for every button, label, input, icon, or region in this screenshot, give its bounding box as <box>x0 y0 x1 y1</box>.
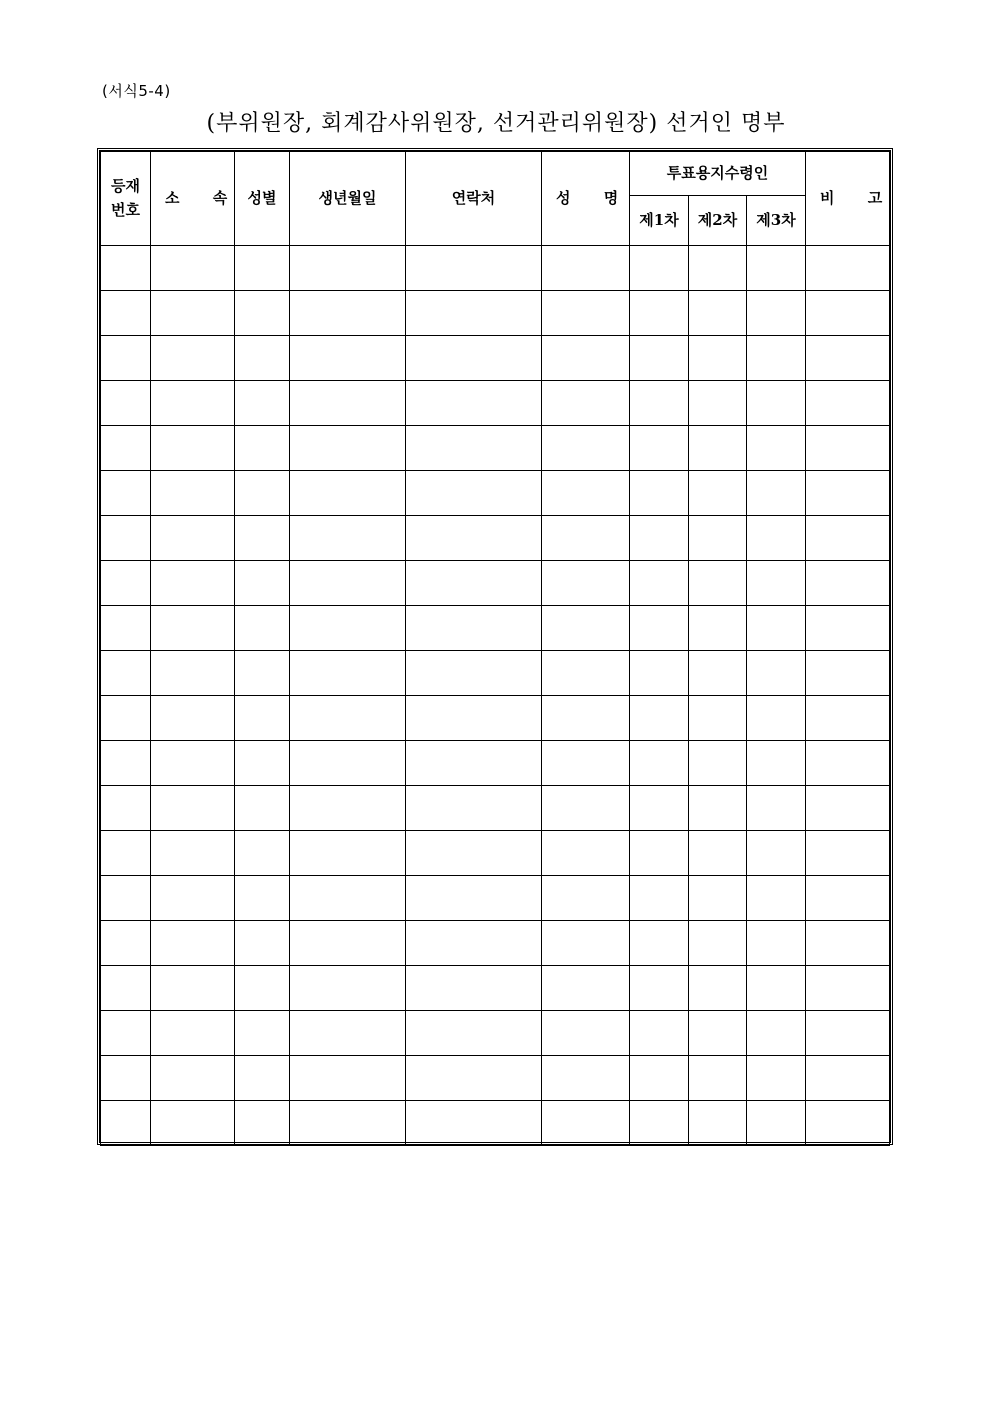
cell-contact[interactable] <box>406 606 542 651</box>
header-name-label: 성 명 <box>556 188 633 207</box>
cell-name[interactable] <box>542 471 630 516</box>
cell-contact[interactable] <box>406 876 542 921</box>
cell-contact[interactable] <box>406 381 542 426</box>
cell-round-1[interactable] <box>630 696 689 741</box>
table-row <box>101 561 890 606</box>
cell-affiliation[interactable] <box>151 606 235 651</box>
cell-gender[interactable] <box>235 606 290 651</box>
cell-reg-no[interactable] <box>101 1011 151 1056</box>
header-ballot-receiver: 투표용지수령인 <box>630 152 806 196</box>
cell-remarks[interactable] <box>806 1011 890 1056</box>
cell-birthdate[interactable] <box>290 381 406 426</box>
cell-name[interactable] <box>542 336 630 381</box>
table-row <box>101 471 890 516</box>
table-row <box>101 786 890 831</box>
cell-remarks[interactable] <box>806 876 890 921</box>
cell-reg-no[interactable] <box>101 741 151 786</box>
cell-round-2[interactable] <box>689 336 747 381</box>
cell-round-2[interactable] <box>689 606 747 651</box>
cell-affiliation[interactable] <box>151 786 235 831</box>
cell-affiliation[interactable] <box>151 336 235 381</box>
cell-contact[interactable] <box>406 426 542 471</box>
cell-birthdate[interactable] <box>290 696 406 741</box>
cell-reg-no[interactable] <box>101 1101 151 1146</box>
cell-birthdate[interactable] <box>290 291 406 336</box>
cell-birthdate[interactable] <box>290 1011 406 1056</box>
cell-round-1[interactable] <box>630 921 689 966</box>
cell-round-1[interactable] <box>630 831 689 876</box>
cell-affiliation[interactable] <box>151 1011 235 1056</box>
cell-contact[interactable] <box>406 471 542 516</box>
cell-round-1[interactable] <box>630 606 689 651</box>
cell-round-1[interactable] <box>630 651 689 696</box>
cell-name[interactable] <box>542 1056 630 1101</box>
cell-remarks[interactable] <box>806 246 890 291</box>
cell-round-1[interactable] <box>630 1101 689 1146</box>
cell-round-3[interactable] <box>747 246 806 291</box>
cell-round-2[interactable] <box>689 876 747 921</box>
cell-affiliation[interactable] <box>151 426 235 471</box>
cell-reg-no[interactable] <box>101 336 151 381</box>
cell-contact[interactable] <box>406 1056 542 1101</box>
cell-round-3[interactable] <box>747 471 806 516</box>
cell-round-1[interactable] <box>630 471 689 516</box>
header-round-3: 제3차 <box>747 196 806 246</box>
cell-birthdate[interactable] <box>290 831 406 876</box>
table-row <box>101 606 890 651</box>
cell-birthdate[interactable] <box>290 741 406 786</box>
cell-round-3[interactable] <box>747 786 806 831</box>
table-row <box>101 1011 890 1056</box>
table-row <box>101 336 890 381</box>
table-row <box>101 831 890 876</box>
cell-remarks[interactable] <box>806 831 890 876</box>
cell-affiliation[interactable] <box>151 741 235 786</box>
cell-birthdate[interactable] <box>290 471 406 516</box>
cell-name[interactable] <box>542 741 630 786</box>
cell-remarks[interactable] <box>806 291 890 336</box>
cell-birthdate[interactable] <box>290 921 406 966</box>
cell-reg-no[interactable] <box>101 876 151 921</box>
cell-round-2[interactable] <box>689 966 747 1011</box>
cell-round-2[interactable] <box>689 1011 747 1056</box>
cell-contact[interactable] <box>406 831 542 876</box>
cell-reg-no[interactable] <box>101 921 151 966</box>
cell-affiliation[interactable] <box>151 831 235 876</box>
header-gender: 성별 <box>235 152 290 246</box>
cell-round-3[interactable] <box>747 606 806 651</box>
header-remarks-label: 비 고 <box>820 188 897 207</box>
cell-remarks[interactable] <box>806 516 890 561</box>
cell-round-1[interactable] <box>630 381 689 426</box>
cell-gender[interactable] <box>235 741 290 786</box>
cell-round-2[interactable] <box>689 696 747 741</box>
cell-round-2[interactable] <box>689 1101 747 1146</box>
table-row <box>101 516 890 561</box>
cell-affiliation[interactable] <box>151 381 235 426</box>
header-round-1: 제1차 <box>630 196 689 246</box>
cell-remarks[interactable] <box>806 1056 890 1101</box>
cell-remarks[interactable] <box>806 561 890 606</box>
cell-round-3[interactable] <box>747 1101 806 1146</box>
cell-reg-no[interactable] <box>101 516 151 561</box>
cell-remarks[interactable] <box>806 336 890 381</box>
table-row <box>101 696 890 741</box>
cell-round-3[interactable] <box>747 696 806 741</box>
header-affiliation-label: 소 속 <box>165 188 242 207</box>
cell-remarks[interactable] <box>806 696 890 741</box>
document-title <box>0 106 992 137</box>
cell-round-2[interactable] <box>689 381 747 426</box>
cell-round-1[interactable] <box>630 426 689 471</box>
cell-round-1[interactable] <box>630 1011 689 1056</box>
cell-name[interactable] <box>542 291 630 336</box>
cell-gender[interactable] <box>235 291 290 336</box>
cell-round-2[interactable] <box>689 561 747 606</box>
cell-remarks[interactable] <box>806 381 890 426</box>
cell-reg-no[interactable] <box>101 426 151 471</box>
cell-affiliation[interactable] <box>151 876 235 921</box>
cell-name[interactable] <box>542 1011 630 1056</box>
header-row-1 <box>101 152 890 196</box>
cell-name[interactable] <box>542 606 630 651</box>
cell-remarks[interactable] <box>806 426 890 471</box>
cell-reg-no[interactable] <box>101 696 151 741</box>
table-row <box>101 741 890 786</box>
cell-birthdate[interactable] <box>290 786 406 831</box>
cell-birthdate[interactable] <box>290 606 406 651</box>
cell-round-3[interactable] <box>747 876 806 921</box>
cell-reg-no[interactable] <box>101 471 151 516</box>
cell-contact[interactable] <box>406 786 542 831</box>
cell-round-2[interactable] <box>689 426 747 471</box>
cell-contact[interactable] <box>406 966 542 1011</box>
cell-round-1[interactable] <box>630 246 689 291</box>
cell-round-1[interactable] <box>630 966 689 1011</box>
cell-gender[interactable] <box>235 651 290 696</box>
cell-gender[interactable] <box>235 336 290 381</box>
cell-round-3[interactable] <box>747 381 806 426</box>
cell-contact[interactable] <box>406 561 542 606</box>
cell-name[interactable] <box>542 876 630 921</box>
cell-round-3[interactable] <box>747 1011 806 1056</box>
cell-round-3[interactable] <box>747 336 806 381</box>
header-birthdate: 생년월일 <box>290 152 406 246</box>
cell-affiliation[interactable] <box>151 1101 235 1146</box>
header-contact: 연락처 <box>406 152 542 246</box>
roster-body <box>101 246 890 1146</box>
document-title-text: (부위원장, 회계감사위원장, 선거관리위원장) 선거인 명부 <box>206 111 786 136</box>
cell-contact[interactable] <box>406 696 542 741</box>
cell-contact[interactable] <box>406 1101 542 1146</box>
cell-affiliation[interactable] <box>151 921 235 966</box>
cell-affiliation[interactable] <box>151 291 235 336</box>
cell-round-3[interactable] <box>747 426 806 471</box>
cell-round-3[interactable] <box>747 921 806 966</box>
cell-contact[interactable] <box>406 291 542 336</box>
cell-name[interactable] <box>542 651 630 696</box>
cell-round-2[interactable] <box>689 921 747 966</box>
header-reg-no-line1: 등재 <box>111 177 140 196</box>
cell-remarks[interactable] <box>806 966 890 1011</box>
cell-name[interactable] <box>542 426 630 471</box>
table-row <box>101 246 890 291</box>
cell-round-3[interactable] <box>747 741 806 786</box>
table-row <box>101 426 890 471</box>
header-reg-no <box>101 152 151 246</box>
header-round-2: 제2차 <box>689 196 747 246</box>
cell-reg-no[interactable] <box>101 966 151 1011</box>
table-row <box>101 1101 890 1146</box>
cell-reg-no[interactable] <box>101 831 151 876</box>
cell-gender[interactable] <box>235 831 290 876</box>
cell-round-2[interactable] <box>689 741 747 786</box>
cell-reg-no[interactable] <box>101 1056 151 1101</box>
cell-round-2[interactable] <box>689 651 747 696</box>
cell-reg-no[interactable] <box>101 606 151 651</box>
cell-round-1[interactable] <box>630 291 689 336</box>
table-row <box>101 921 890 966</box>
table-row <box>101 876 890 921</box>
header-affiliation <box>151 152 242 246</box>
table-row <box>101 291 890 336</box>
cell-round-1[interactable] <box>630 561 689 606</box>
cell-round-2[interactable] <box>689 291 747 336</box>
cell-round-2[interactable] <box>689 246 747 291</box>
cell-contact[interactable] <box>406 651 542 696</box>
cell-affiliation[interactable] <box>151 1056 235 1101</box>
cell-remarks[interactable] <box>806 606 890 651</box>
cell-contact[interactable] <box>406 741 542 786</box>
cell-round-1[interactable] <box>630 336 689 381</box>
cell-gender[interactable] <box>235 246 290 291</box>
form-code: (서식5-4) <box>102 82 171 100</box>
cell-remarks[interactable] <box>806 1101 890 1146</box>
cell-gender[interactable] <box>235 696 290 741</box>
cell-contact[interactable] <box>406 921 542 966</box>
table-row <box>101 1056 890 1101</box>
cell-round-2[interactable] <box>689 831 747 876</box>
cell-round-1[interactable] <box>630 1056 689 1101</box>
cell-name[interactable] <box>542 921 630 966</box>
cell-round-2[interactable] <box>689 471 747 516</box>
cell-round-3[interactable] <box>747 516 806 561</box>
cell-round-3[interactable] <box>747 291 806 336</box>
cell-reg-no[interactable] <box>101 651 151 696</box>
cell-birthdate[interactable] <box>290 246 406 291</box>
cell-remarks[interactable] <box>806 741 890 786</box>
cell-name[interactable] <box>542 246 630 291</box>
cell-round-3[interactable] <box>747 831 806 876</box>
cell-contact[interactable] <box>406 516 542 561</box>
cell-gender[interactable] <box>235 561 290 606</box>
cell-reg-no[interactable] <box>101 381 151 426</box>
cell-name[interactable] <box>542 696 630 741</box>
cell-gender[interactable] <box>235 966 290 1011</box>
cell-round-1[interactable] <box>630 741 689 786</box>
cell-affiliation[interactable] <box>151 696 235 741</box>
cell-affiliation[interactable] <box>151 561 235 606</box>
cell-gender[interactable] <box>235 921 290 966</box>
cell-round-1[interactable] <box>630 876 689 921</box>
cell-gender[interactable] <box>235 1056 290 1101</box>
cell-contact[interactable] <box>406 336 542 381</box>
cell-round-2[interactable] <box>689 1056 747 1101</box>
cell-round-1[interactable] <box>630 516 689 561</box>
header-remarks <box>806 152 897 246</box>
cell-round-3[interactable] <box>747 561 806 606</box>
header-reg-no-line2: 번호 <box>111 200 140 219</box>
cell-birthdate[interactable] <box>290 336 406 381</box>
cell-round-3[interactable] <box>747 966 806 1011</box>
cell-contact[interactable] <box>406 1011 542 1056</box>
cell-name[interactable] <box>542 561 630 606</box>
cell-gender[interactable] <box>235 381 290 426</box>
cell-round-2[interactable] <box>689 786 747 831</box>
cell-reg-no[interactable] <box>101 246 151 291</box>
cell-gender[interactable] <box>235 516 290 561</box>
cell-birthdate[interactable] <box>290 876 406 921</box>
table-row <box>101 381 890 426</box>
cell-name[interactable] <box>542 786 630 831</box>
cell-birthdate[interactable] <box>290 426 406 471</box>
cell-gender[interactable] <box>235 1101 290 1146</box>
cell-round-3[interactable] <box>747 1056 806 1101</box>
cell-gender[interactable] <box>235 471 290 516</box>
cell-round-1[interactable] <box>630 786 689 831</box>
cell-name[interactable] <box>542 831 630 876</box>
cell-gender[interactable] <box>235 1011 290 1056</box>
cell-birthdate[interactable] <box>290 1101 406 1146</box>
table-row <box>101 651 890 696</box>
cell-remarks[interactable] <box>806 471 890 516</box>
cell-round-3[interactable] <box>747 651 806 696</box>
cell-affiliation[interactable] <box>151 246 235 291</box>
cell-name[interactable] <box>542 966 630 1011</box>
cell-round-2[interactable] <box>689 516 747 561</box>
cell-gender[interactable] <box>235 786 290 831</box>
voter-roster-table <box>100 151 897 1146</box>
cell-birthdate[interactable] <box>290 1056 406 1101</box>
table-row <box>101 966 890 1011</box>
cell-reg-no[interactable] <box>101 561 151 606</box>
voter-roster-table-frame <box>97 148 897 1145</box>
cell-affiliation[interactable] <box>151 651 235 696</box>
cell-name[interactable] <box>542 1101 630 1146</box>
cell-name[interactable] <box>542 381 630 426</box>
cell-gender[interactable] <box>235 426 290 471</box>
cell-remarks[interactable] <box>806 786 890 831</box>
cell-reg-no[interactable] <box>101 291 151 336</box>
cell-contact[interactable] <box>406 246 542 291</box>
cell-affiliation[interactable] <box>151 516 235 561</box>
cell-birthdate[interactable] <box>290 561 406 606</box>
cell-birthdate[interactable] <box>290 516 406 561</box>
cell-birthdate[interactable] <box>290 651 406 696</box>
header-name <box>542 152 633 246</box>
cell-reg-no[interactable] <box>101 786 151 831</box>
cell-name[interactable] <box>542 516 630 561</box>
cell-birthdate[interactable] <box>290 966 406 1011</box>
cell-affiliation[interactable] <box>151 966 235 1011</box>
cell-gender[interactable] <box>235 876 290 921</box>
cell-remarks[interactable] <box>806 921 890 966</box>
cell-affiliation[interactable] <box>151 471 235 516</box>
cell-remarks[interactable] <box>806 651 890 696</box>
